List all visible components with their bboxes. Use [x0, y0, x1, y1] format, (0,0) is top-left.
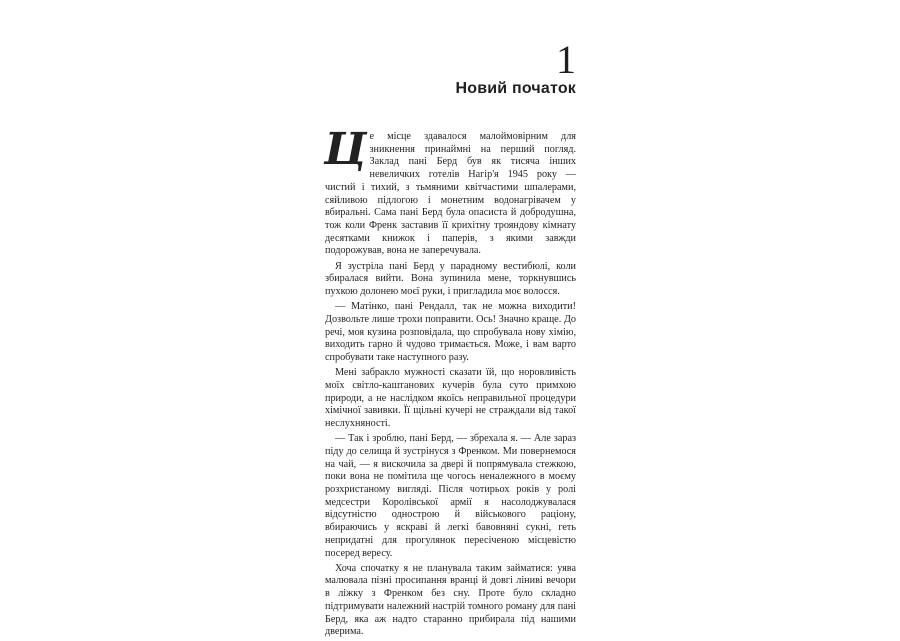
chapter-title: Новий початок [455, 80, 576, 97]
paragraph-2: Я зустріла пані Берд у парадному вестибюлі, коли збиралася вийти. Вона зупинила мене, торкнувшись пухкою долонею моєї руки, і пригладила моє волосся. [325, 260, 576, 297]
paragraph-6: Хоча спочатку я не планувала таким займатися: уява малювала пізні просипання вранці й довгі ліниві вечори в ліжку з Френком без сну. Проте було складно підтримувати належний настрій томного роману для пані Берд, яка аж надто старанно прибирала під нашими дверима. [325, 562, 576, 638]
paragraph-1 [324, 124, 576, 258]
paragraph-5: — Так і зроблю, пані Берд, — збрехала я. — Але зараз піду до селища й зустрінуся з Френком. Ми повернемося на чай, — я вискочила за двері й попрямувала стежкою, поки вона не помітила ще чогось неналежного в моєму розхристаному вигляді. Після чотирьох років у ролі медсестри Королівської армії я насолоджувалася відсутністю однострою й військового раціону, вбираючись у яскраві й легкі бавовняні сукні, геть непридатні для прогулянок пересіченою місцевістю посеред вересу. [325, 433, 576, 559]
chapter-number: 1 [556, 37, 576, 82]
chapter-body [324, 124, 576, 641]
drop-cap: Ц [324, 124, 367, 175]
paragraph-1-text: е місце здавалося малоймовірним для зникнення принаймні на перший погляд. Заклад пані Берд був як тисяча інших невеличких готелів Нагір'я 1945 року — чистий і тихий, з тьмяними квітчастими шпалерами, сяйливою підлогою і монетним водонагрівачем у вбиральні. Сама пані Берд була опасиста й добродушна, тож коли Френк заставив її крихітну трояндову кімнату десятками книжок і паперів, з якими завжди подорожував, вона не заперечувала. [325, 131, 576, 257]
paragraph-3: — Матінко, пані Рендалл, так не можна виходити! Дозвольте лише трохи поправити. Ось! Значно краще. До речі, моя кузина розповідала, що спробувала нову хімію, виходить гарно й чудово тримається. Може, і вам варто спробувати таке наступного разу. [325, 301, 576, 363]
paragraph-4: Мені забракло мужності сказати їй, що норовливість моїх світло-каштанових кучерів була суто примхою природи, а не наслідком якоїсь неправильної процедури хімічної завивки. Її щільні кучері не страждали від такої неслухняності. [325, 367, 576, 429]
